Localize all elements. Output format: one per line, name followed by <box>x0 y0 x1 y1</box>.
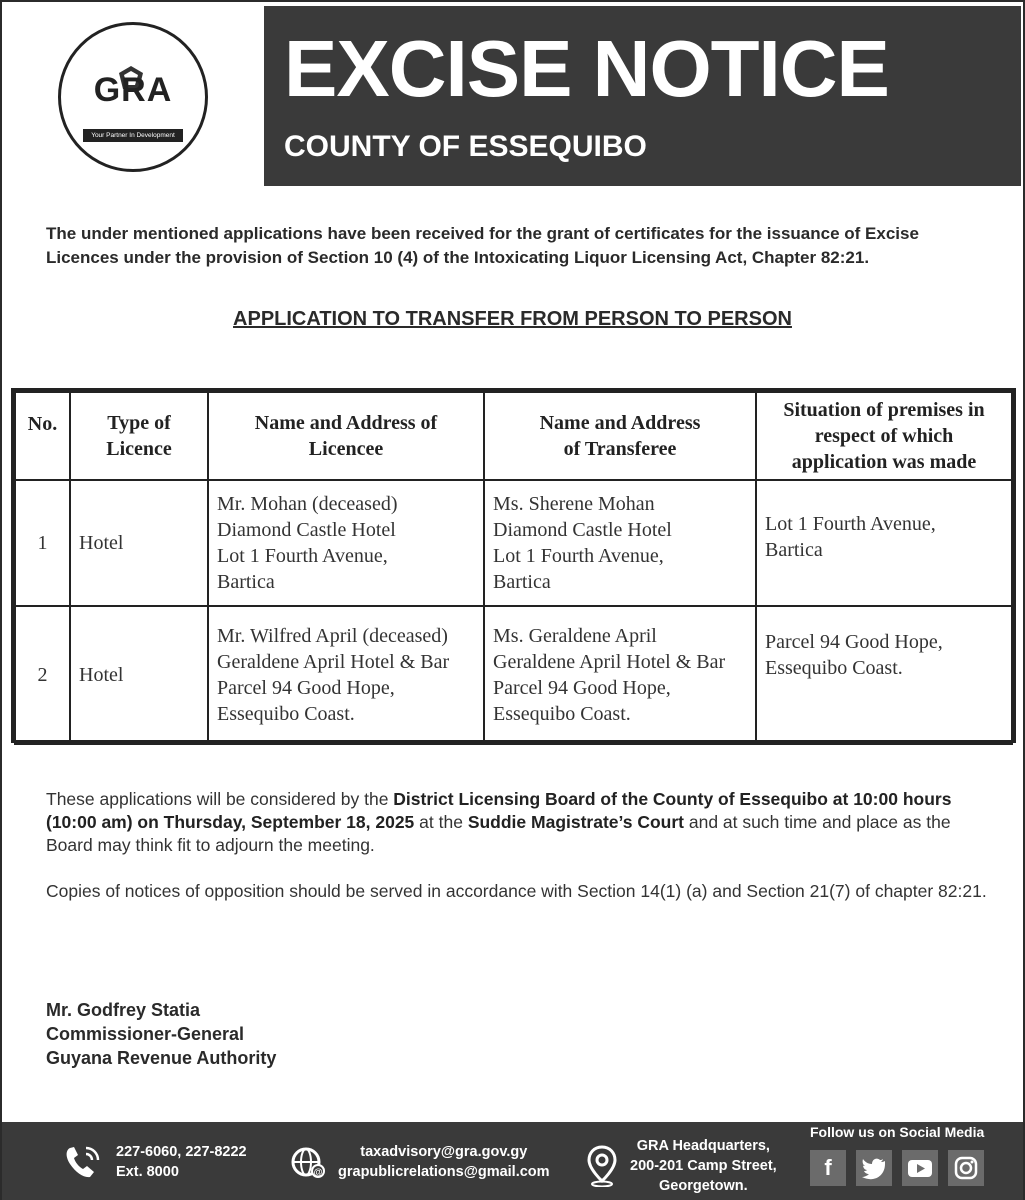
row-type: Hotel <box>70 606 208 744</box>
opposition-paragraph: Copies of notices of opposition should be served in accordance with Section 14(1) (a) and Section 21(7) of chapter 82:21. <box>46 881 987 901</box>
logo-text: GRA <box>93 71 173 109</box>
header-type: Type of Licence <box>70 392 208 480</box>
footer-address <box>586 1136 777 1196</box>
row-licencee: Mr. Mohan (deceased) Diamond Castle Hotel Lot 1 Fourth Avenue, Bartica <box>208 480 484 606</box>
logo-tagline: Your Partner In Development <box>83 129 183 142</box>
row-transferee: Ms. Sherene Mohan Diamond Castle Hotel Lot 1 Fourth Avenue, Bartica <box>484 480 756 606</box>
header-transferee: Name and Address of Transferee <box>484 392 756 480</box>
row-licencee: Mr. Wilfred April (deceased) Geraldene April Hotel & Bar Parcel 94 Good Hope, Essequibo Coast. <box>208 606 484 744</box>
notice-title: EXCISE NOTICE <box>284 24 889 113</box>
social-title: Follow us on Social Media <box>810 1124 985 1140</box>
address-line-2: 200-201 Camp Street, <box>630 1158 777 1174</box>
phone-numbers: 227-6060, 227-8222 <box>116 1144 247 1160</box>
title-band <box>264 6 1021 186</box>
signatory-name: Mr. Godfrey Statia <box>46 1000 201 1020</box>
location-pin-icon <box>586 1145 618 1187</box>
row-no: 1 <box>15 480 70 606</box>
gra-logo <box>58 22 208 172</box>
table-row <box>15 480 1012 606</box>
footer-phone <box>62 1142 247 1182</box>
table-header-row <box>15 392 1012 480</box>
phone-icon <box>62 1142 104 1182</box>
footer-email <box>290 1142 550 1182</box>
header <box>2 2 1023 188</box>
svg-text:@: @ <box>313 1167 323 1177</box>
hearing-paragraph: These applications will be considered by the District Licensing Board of the County of Essequibo at 10:00 hours (10:00 am) on Thursday, September 18, 2025 at the Suddie Magistrate’s Court and at such time and place as the Board may think fit to adjourn the meeting. <box>46 789 952 855</box>
table-row <box>15 606 1012 744</box>
row-no: 2 <box>15 606 70 744</box>
globe-at-icon <box>290 1144 326 1180</box>
section-heading: APPLICATION TO TRANSFER FROM PERSON TO PERSON <box>233 308 792 330</box>
footer-social <box>804 1124 1004 1186</box>
facebook-icon[interactable]: f <box>810 1150 846 1186</box>
row-situation: Parcel 94 Good Hope, Essequibo Coast. <box>756 606 1012 744</box>
row-transferee: Ms. Geraldene April Geraldene April Hotel & Bar Parcel 94 Good Hope, Essequibo Coast. <box>484 606 756 744</box>
address-line-3: Georgetown. <box>659 1178 748 1194</box>
row-situation: Lot 1 Fourth Avenue, Bartica <box>756 480 1012 606</box>
address-line-1: GRA Headquarters, <box>636 1138 770 1154</box>
signatory-org: Guyana Revenue Authority <box>46 1048 277 1068</box>
logo-area <box>6 6 260 186</box>
youtube-icon[interactable] <box>902 1150 938 1186</box>
footer <box>2 1122 1023 1200</box>
signature-block <box>46 998 276 1070</box>
header-situation: Situation of premises in respect of which application was made <box>756 392 1012 480</box>
email-secondary[interactable]: grapublicrelations@gmail.com <box>338 1164 550 1180</box>
signatory-title: Commissioner-General <box>46 1024 245 1044</box>
header-licencee: Name and Address of Licencee <box>208 392 484 480</box>
header-no: No. <box>15 392 70 480</box>
phone-ext: Ext. 8000 <box>116 1164 179 1180</box>
row-type: Hotel <box>70 480 208 606</box>
twitter-icon[interactable] <box>856 1150 892 1186</box>
instagram-icon[interactable] <box>948 1150 984 1186</box>
applications-table <box>11 388 1016 743</box>
intro-paragraph: The under mentioned applications have been received for the grant of certificates for the issuance of Excise Licences under the provision of Section 10 (4) of the Intoxicating Liquor Licensing Act, Chapter 82:21. <box>46 224 919 267</box>
email-primary[interactable]: taxadvisory@gra.gov.gy <box>360 1144 528 1160</box>
notice-subtitle: COUNTY OF ESSEQUIBO <box>284 130 647 163</box>
social-icons <box>810 1150 984 1186</box>
